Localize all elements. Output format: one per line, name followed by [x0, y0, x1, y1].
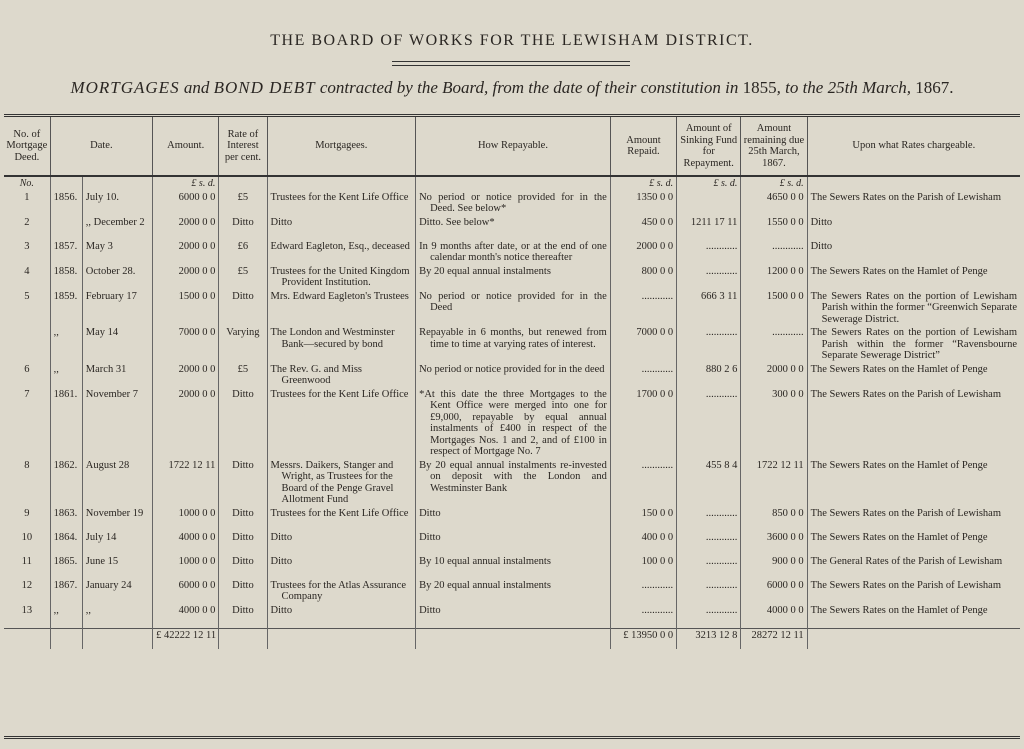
row-remaining: 6000 0 0: [741, 579, 807, 604]
row-date: May 3: [82, 240, 152, 265]
row-repaid: ............: [610, 459, 676, 507]
row-sinking-fund: 666 3 11: [677, 290, 741, 327]
row-mortgagees: Trustees for the Kent Life Office: [267, 507, 416, 531]
row-rates: The Sewers Rates on the Hamlet of Penge: [807, 604, 1020, 629]
row-rate: Ditto: [219, 388, 267, 459]
row-amount: 1500 0 0: [153, 290, 219, 327]
row-date: May 14: [82, 326, 152, 363]
row-amount: 2000 0 0: [153, 216, 219, 240]
row-remaining: 4000 0 0: [741, 604, 807, 629]
row-number: 2: [24, 216, 30, 228]
row-repaid: 2000 0 0: [610, 240, 676, 265]
row-remaining: 4650 0 0: [741, 191, 807, 216]
row-remaining: 850 0 0: [741, 507, 807, 531]
table-row: [4, 216, 1020, 240]
header-row: [4, 116, 1020, 177]
row-how-repayable: Ditto. See below*: [416, 216, 611, 240]
header-rates: Upon what Rates chargeable.: [807, 116, 1020, 177]
row-rates: The Sewers Rates on the portion of Lewisham Parish within the former “Ravensbourne Separate Sewerage District”: [807, 326, 1020, 363]
row-how-repayable: Repayable in 6 months, but renewed from time to time at varying rates of interest.: [416, 326, 611, 363]
row-rates: The Sewers Rates on the Hamlet of Penge: [807, 265, 1020, 290]
row-date: January 24: [82, 579, 152, 604]
subtitle: MORTGAGES and BOND DEBT contracted by the Board, from the date of their constitution in 1855, to the 25th March, 1867.: [70, 78, 954, 97]
header-amount-repaid: Amount Repaid.: [610, 116, 676, 177]
row-amount: 2000 0 0: [153, 363, 219, 388]
row-number: 12: [21, 579, 33, 591]
header-sinking-fund: Amount of Sinking Fund for Repayment.: [677, 116, 741, 177]
row-number: 13: [21, 604, 33, 616]
header-remaining: Amount remaining due 25th March, 1867.: [741, 116, 807, 177]
bottom-rule: [4, 736, 1020, 739]
row-sinking-fund: ............: [677, 265, 741, 290]
row-amount: 1722 12 11: [153, 459, 219, 507]
row-remaining: 1550 0 0: [741, 216, 807, 240]
row-how-repayable: No period or notice provided for in the Deed: [416, 290, 611, 327]
total-remaining: 28272 12 11: [741, 628, 807, 649]
row-rates: Ditto: [807, 240, 1020, 265]
total-sinking: 3213 12 8: [677, 628, 741, 649]
row-rates: The Sewers Rates on the Hamlet of Penge: [807, 459, 1020, 507]
row-sinking-fund: ............: [677, 555, 741, 579]
row-mortgagees: Trustees for the Kent Life Office: [267, 388, 416, 459]
mortgage-table: [4, 114, 1020, 649]
unit-sinking: £ s. d.: [677, 176, 741, 191]
row-year: 1865.: [50, 555, 82, 579]
row-rate: Ditto: [219, 507, 267, 531]
table-row: [4, 604, 1020, 629]
row-repaid: 800 0 0: [610, 265, 676, 290]
row-year: 1864.: [50, 531, 82, 555]
row-rates: The Sewers Rates on the Hamlet of Penge: [807, 363, 1020, 388]
row-repaid: ............: [610, 363, 676, 388]
table-row: [4, 290, 1020, 327]
totals-row: [4, 628, 1020, 649]
unit-remaining: £ s. d.: [741, 176, 807, 191]
row-sinking-fund: ............: [677, 604, 741, 629]
row-date: October 28.: [82, 265, 152, 290]
row-date: November 19: [82, 507, 152, 531]
row-rate: Ditto: [219, 604, 267, 629]
row-repaid: 100 0 0: [610, 555, 676, 579]
row-repaid: 7000 0 0: [610, 326, 676, 363]
row-how-repayable: By 10 equal annual instalments: [416, 555, 611, 579]
row-year: 1861.: [50, 388, 82, 459]
row-year: 1859.: [50, 290, 82, 327]
row-amount: 1000 0 0: [153, 507, 219, 531]
row-mortgagees: Edward Eagleton, Esq., deceased: [267, 240, 416, 265]
row-rate: Ditto: [219, 216, 267, 240]
table-row: [4, 507, 1020, 531]
row-year: 1856.: [50, 191, 82, 216]
row-rate: £6: [219, 240, 267, 265]
row-number: 4: [24, 265, 30, 277]
row-remaining: 3600 0 0: [741, 531, 807, 555]
row-mortgagees: The London and Westminster Bank—secured by bond: [267, 326, 416, 363]
row-rate: Ditto: [219, 290, 267, 327]
header-how-repayable: How Repayable.: [416, 116, 611, 177]
row-date: ,, December 2: [82, 216, 152, 240]
row-sinking-fund: 1211 17 11: [677, 216, 741, 240]
unit-repaid: £ s. d.: [610, 176, 676, 191]
row-how-repayable: By 20 equal annual instalments: [416, 579, 611, 604]
row-rates: The Sewers Rates on the Parish of Lewisham: [807, 579, 1020, 604]
row-number: 10: [21, 531, 33, 543]
table-row: [4, 326, 1020, 363]
row-repaid: 1700 0 0: [610, 388, 676, 459]
row-number: 1: [24, 191, 30, 203]
row-amount: 4000 0 0: [153, 531, 219, 555]
table-row: [4, 240, 1020, 265]
row-year: 1858.: [50, 265, 82, 290]
row-rates: The Sewers Rates on the Parish of Lewisham: [807, 388, 1020, 459]
row-number: 11: [21, 555, 32, 567]
row-number: 7: [24, 388, 30, 400]
row-mortgagees: Ditto: [267, 555, 416, 579]
row-repaid: 150 0 0: [610, 507, 676, 531]
row-date: August 28: [82, 459, 152, 507]
row-rates: The Sewers Rates on the Hamlet of Penge: [807, 531, 1020, 555]
row-remaining: 1500 0 0: [741, 290, 807, 327]
row-sinking-fund: ............: [677, 507, 741, 531]
row-amount: 6000 0 0: [153, 191, 219, 216]
header-rate: Rate of Interest per cent.: [219, 116, 267, 177]
unit-amount: £ s. d.: [153, 176, 219, 191]
row-rate: £5: [219, 265, 267, 290]
row-how-repayable: Ditto: [416, 531, 611, 555]
row-year: [50, 216, 82, 240]
row-remaining: ............: [741, 240, 807, 265]
row-sinking-fund: ............: [677, 240, 741, 265]
header-mortgagees: Mortgagees.: [267, 116, 416, 177]
row-repaid: ............: [610, 290, 676, 327]
table-row: [4, 363, 1020, 388]
row-number: 9: [24, 507, 30, 519]
row-year: 1863.: [50, 507, 82, 531]
row-mortgagees: Ditto: [267, 216, 416, 240]
row-number: 5: [24, 290, 30, 302]
row-sinking-fund: 455 8 4: [677, 459, 741, 507]
row-mortgagees: Messrs. Daikers, Stanger and Wright, as Trustees for the Board of the Penge Gravel Allotment Fund: [267, 459, 416, 507]
row-mortgagees: Trustees for the United Kingdom Provident Institution.: [267, 265, 416, 290]
row-year: ,,: [50, 604, 82, 629]
row-amount: 2000 0 0: [153, 265, 219, 290]
row-rates: The Sewers Rates on the Parish of Lewisham: [807, 191, 1020, 216]
row-rate: £5: [219, 191, 267, 216]
row-date: July 10.: [82, 191, 152, 216]
row-remaining: 2000 0 0: [741, 363, 807, 388]
table-row: [4, 388, 1020, 459]
row-mortgagees: Trustees for the Atlas Assurance Company: [267, 579, 416, 604]
row-how-repayable: *At this date the three Mortgages to the Kent Office were merged into one for £9,000, repayable by equal annual instalments of £400 in respect of the Mortgages Nos. 1 and 2, and of £100 in respect of Mortgage No. 7: [416, 388, 611, 459]
row-amount: 2000 0 0: [153, 388, 219, 459]
row-number: 3: [24, 240, 30, 252]
table-row: [4, 531, 1020, 555]
row-amount: 2000 0 0: [153, 240, 219, 265]
units-row: [4, 176, 1020, 191]
row-rates: Ditto: [807, 216, 1020, 240]
title-rule: [392, 65, 630, 66]
row-date: June 15: [82, 555, 152, 579]
row-date: ,,: [82, 604, 152, 629]
row-repaid: 450 0 0: [610, 216, 676, 240]
row-number: 6: [24, 363, 30, 375]
title-rule: [392, 61, 630, 62]
row-rates: The Sewers Rates on the portion of Lewisham Parish within the former “Greenwich Separate Sewerage District.: [807, 290, 1020, 327]
row-repaid: ............: [610, 579, 676, 604]
row-repaid: 400 0 0: [610, 531, 676, 555]
total-amount: £ 42222 12 11: [153, 628, 219, 649]
row-amount: 7000 0 0: [153, 326, 219, 363]
row-mortgagees: Mrs. Edward Eagleton's Trustees: [267, 290, 416, 327]
row-amount: 4000 0 0: [153, 604, 219, 629]
row-rate: Ditto: [219, 531, 267, 555]
row-sinking-fund: ............: [677, 531, 741, 555]
unit-no: No.: [19, 178, 34, 189]
row-rates: The Sewers Rates on the Parish of Lewisham: [807, 507, 1020, 531]
row-how-repayable: Ditto: [416, 507, 611, 531]
total-repaid: £ 13950 0 0: [610, 628, 676, 649]
row-mortgagees: The Rev. G. and Miss Greenwood: [267, 363, 416, 388]
row-repaid: 1350 0 0: [610, 191, 676, 216]
row-remaining: 1722 12 11: [741, 459, 807, 507]
row-remaining: 900 0 0: [741, 555, 807, 579]
row-amount: 1000 0 0: [153, 555, 219, 579]
row-year: ,,: [50, 363, 82, 388]
row-date: July 14: [82, 531, 152, 555]
row-year: 1867.: [50, 579, 82, 604]
row-repaid: ............: [610, 604, 676, 629]
row-remaining: 300 0 0: [741, 388, 807, 459]
row-how-repayable: No period or notice provided for in the Deed. See below*: [416, 191, 611, 216]
table-row: [4, 265, 1020, 290]
row-date: February 17: [82, 290, 152, 327]
row-rate: Varying: [219, 326, 267, 363]
row-number: [4, 326, 50, 363]
page-title: THE BOARD OF WORKS FOR THE LEWISHAM DISTRICT.: [270, 32, 754, 49]
row-sinking-fund: ............: [677, 388, 741, 459]
row-rate: Ditto: [219, 579, 267, 604]
row-sinking-fund: 880 2 6: [677, 363, 741, 388]
header-amount: Amount.: [153, 116, 219, 177]
table-row: [4, 459, 1020, 507]
row-mortgagees: Ditto: [267, 531, 416, 555]
row-how-repayable: By 20 equal annual instalments re-invested on deposit with the London and Westminster Bank: [416, 459, 611, 507]
row-date: March 31: [82, 363, 152, 388]
row-rate: Ditto: [219, 555, 267, 579]
row-sinking-fund: ............: [677, 326, 741, 363]
row-year: ,,: [50, 326, 82, 363]
row-rate: £5: [219, 363, 267, 388]
table-row: [4, 579, 1020, 604]
row-how-repayable: Ditto: [416, 604, 611, 629]
table-row: [4, 555, 1020, 579]
row-number: 8: [24, 459, 30, 471]
row-rate: Ditto: [219, 459, 267, 507]
row-sinking-fund: [677, 191, 741, 216]
row-mortgagees: Trustees for the Kent Life Office: [267, 191, 416, 216]
header-no: No. of Mortgage Deed.: [4, 116, 50, 177]
row-mortgagees: Ditto: [267, 604, 416, 629]
row-sinking-fund: ............: [677, 579, 741, 604]
row-year: 1862.: [50, 459, 82, 507]
row-amount: 6000 0 0: [153, 579, 219, 604]
row-year: 1857.: [50, 240, 82, 265]
row-remaining: ............: [741, 326, 807, 363]
header-date: Date.: [50, 116, 152, 177]
row-remaining: 1200 0 0: [741, 265, 807, 290]
row-date: November 7: [82, 388, 152, 459]
row-how-repayable: In 9 months after date, or at the end of one calendar month's notice thereafter: [416, 240, 611, 265]
row-rates: The General Rates of the Parish of Lewisham: [807, 555, 1020, 579]
row-how-repayable: No period or notice provided for in the deed: [416, 363, 611, 388]
row-how-repayable: By 20 equal annual instalments: [416, 265, 611, 290]
table-row: [4, 191, 1020, 216]
